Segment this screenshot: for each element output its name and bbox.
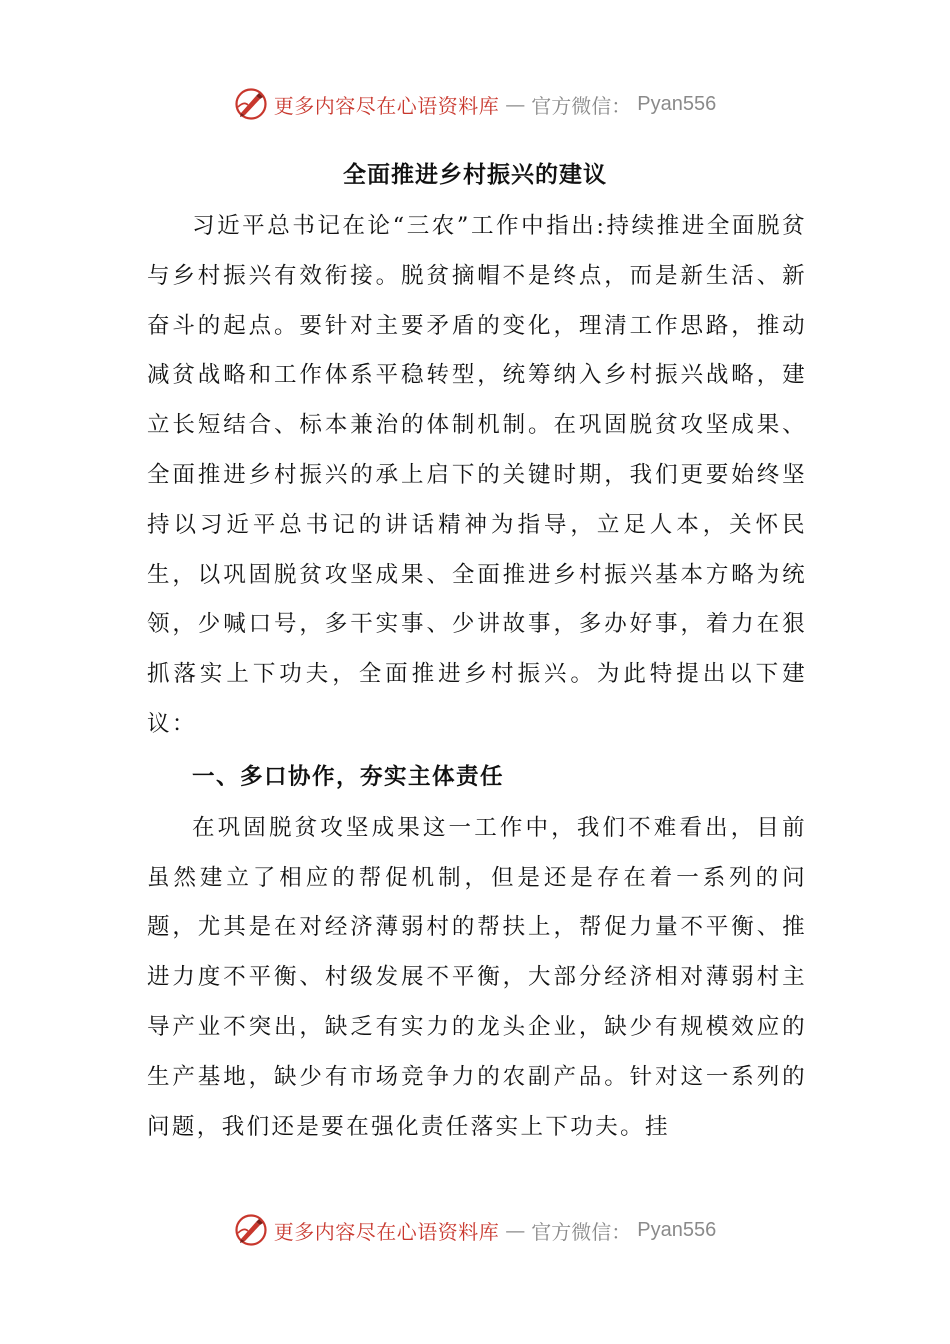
pen-logo-icon: [234, 1213, 268, 1247]
watermark-wechat-id: Pyan556: [637, 1218, 717, 1241]
watermark-wechat-label: 官方微信：: [531, 93, 632, 118]
footer-watermark: [0, 1210, 950, 1250]
watermark-text: 更多内容尽在心语资料库: [273, 1219, 500, 1244]
watermark-text: 更多内容尽在心语资料库: [273, 93, 500, 118]
watermark-wechat-id: Pyan556: [637, 92, 717, 115]
watermark-dash: —: [505, 1218, 526, 1242]
watermark-wechat-label: 官方微信：: [531, 1219, 632, 1244]
document-body: [147, 202, 807, 1152]
document-title: 全面推进乡村振兴的建议: [343, 162, 607, 188]
section-heading-1: 一、多口协作，夯实主体责任: [192, 763, 505, 790]
watermark-dash: —: [505, 92, 526, 116]
pen-logo-icon: [234, 87, 268, 121]
section-1-paragraph: 在巩固脱贫攻坚成果这一工作中，我们不难看出，目前虽然建立了相应的帮促机制，但是还是存在着一系列的问题，尤其是在对经济薄弱村的帮扶上，帮促力量不平衡、推进力度不平衡、村级发展不平衡，大部分经济相对薄弱村主导产业不突出，缺乏有实力的龙头企业，缺少有规模效应的生产基地，缺少有市场竞争力的农副产品。针对这一系列的问题，我们还是要在强化责任落实上下功夫。挂: [147, 814, 807, 1140]
intro-paragraph: 习近平总书记在论“三农”工作中指出:持续推进全面脱贫与乡村振兴有效衔接。脱贫摘帽不是终点，而是新生活、新奋斗的起点。要针对主要矛盾的变化，理清工作思路，推动减贫战略和工作体系平稳转型，统筹纳入乡村振兴战略，建立长短结合、标本兼治的体制机制。在巩固脱贫攻坚成果、全面推进乡村振兴的承上启下的关键时期，我们更要始终坚持以习近平总书记的讲话精神为指导，立足人本，关怀民生，以巩固脱贫攻坚成果、全面推进乡村振兴基本方略为统领，少喊口号，多干实事、少讲故事，多办好事，着力在狠抓落实上下功夫，全面推进乡村振兴。为此特提出以下建议：: [147, 213, 807, 737]
header-watermark: [0, 84, 950, 124]
